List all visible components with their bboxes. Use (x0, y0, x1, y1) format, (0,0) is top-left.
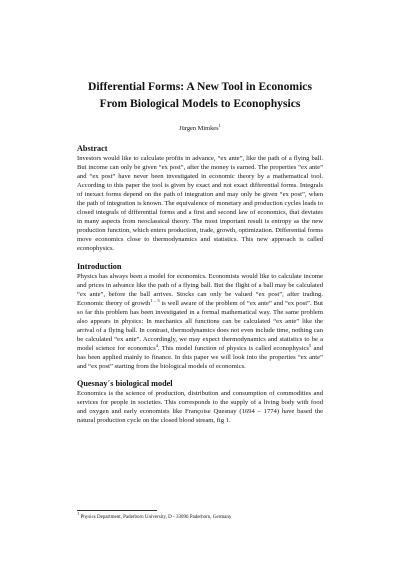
introduction-heading: Introduction (77, 261, 122, 271)
reference-mark-1-3: 1 – 3 (150, 297, 160, 303)
footnote-text: Physics Department, Paderborn University, D - 33096 Paderborn, Germany (80, 515, 232, 520)
introduction-text-part-4: and has been applied mainly to finance. In this paper we will look into the properties “ex ante” and “ex post” starting from the biological models of economics. (77, 344, 323, 370)
introduction-text-part-3: . This model function of physics is called econophysics (157, 344, 309, 352)
reference-mark-5: 5 (308, 342, 312, 348)
footnote-mark: 1 (77, 511, 80, 516)
introduction-text-part-1: Physics has always been a model for economics. Economists would like to calculate income and prices in advance like the path of a flying ball. But the flight of a ball may be calculated “ex ante”, before the ball arrives. Stocks can only be valued “ex post”, after trading. Economic theory of growth (77, 272, 323, 307)
introduction-text-part-2: is well aware of the problem of “ex ante” and “ex post”. But so far this problem has been investigated in a formal mathematical way. The same problem also appears in physics: In mechanics all functions can be calculated “ex ante” like the arrival of a flying ball. In contrast, thermodynamics does not even include time, nothing can be calculated “ex ante”. Accordingly, we may expect thermodynamics and statistics to be a model science for economics (77, 299, 323, 352)
footnote-divider (77, 510, 157, 511)
footnote (77, 511, 323, 521)
paper-title (77, 78, 323, 112)
title-line-1: Differential Forms: A New Tool in Economics (88, 80, 312, 93)
biological-model-text: Economics is the science of production, distribution and consumption of commodities and services for people in societies. This corresponds to the supply of a living body with food and oxygen and early economists like Françoise Quesnay (1694 – 1774) have based the natural production cycle on the closed blood stream, fig 1. (77, 390, 323, 425)
introduction-text (77, 272, 323, 372)
reference-mark-4: 4 (155, 342, 158, 348)
author-name: Jürgen Mimkes (179, 125, 219, 132)
biological-model-heading: Quesnay´s biological model (77, 379, 173, 389)
paper-page (77, 78, 323, 425)
abstract-heading: Abstract (77, 144, 108, 153)
author-footnote-mark: 1 (218, 123, 221, 128)
author-line (77, 125, 323, 133)
title-line-2: From Biological Models to Econophysics (99, 97, 301, 110)
abstract-text: Investors would like to calculate profits in advance, “ex ante”, like the path of a flying ball. But income can only be given “ex post”, after the money is earned. The properties “ex ante” and “ex post” have never been investigated in economic theory by a mathematical tool. According to this paper the tool is given by exact and not exact differential forms. Integrals of inexact forms depend on the path of integration and may only be given “ex post”, when the path of integration is known. The equivalence of monetary and production cycles leads to closed integrals of differential forms and a first and second law of economics, that deviates in many aspects from neoclassical theory. The most important result is entropy as the new production function, which enters production, trade, growth, optimization. Differential forms move economics close to thermodynamics and statistics. This new approach is called econophysics. (77, 155, 323, 253)
